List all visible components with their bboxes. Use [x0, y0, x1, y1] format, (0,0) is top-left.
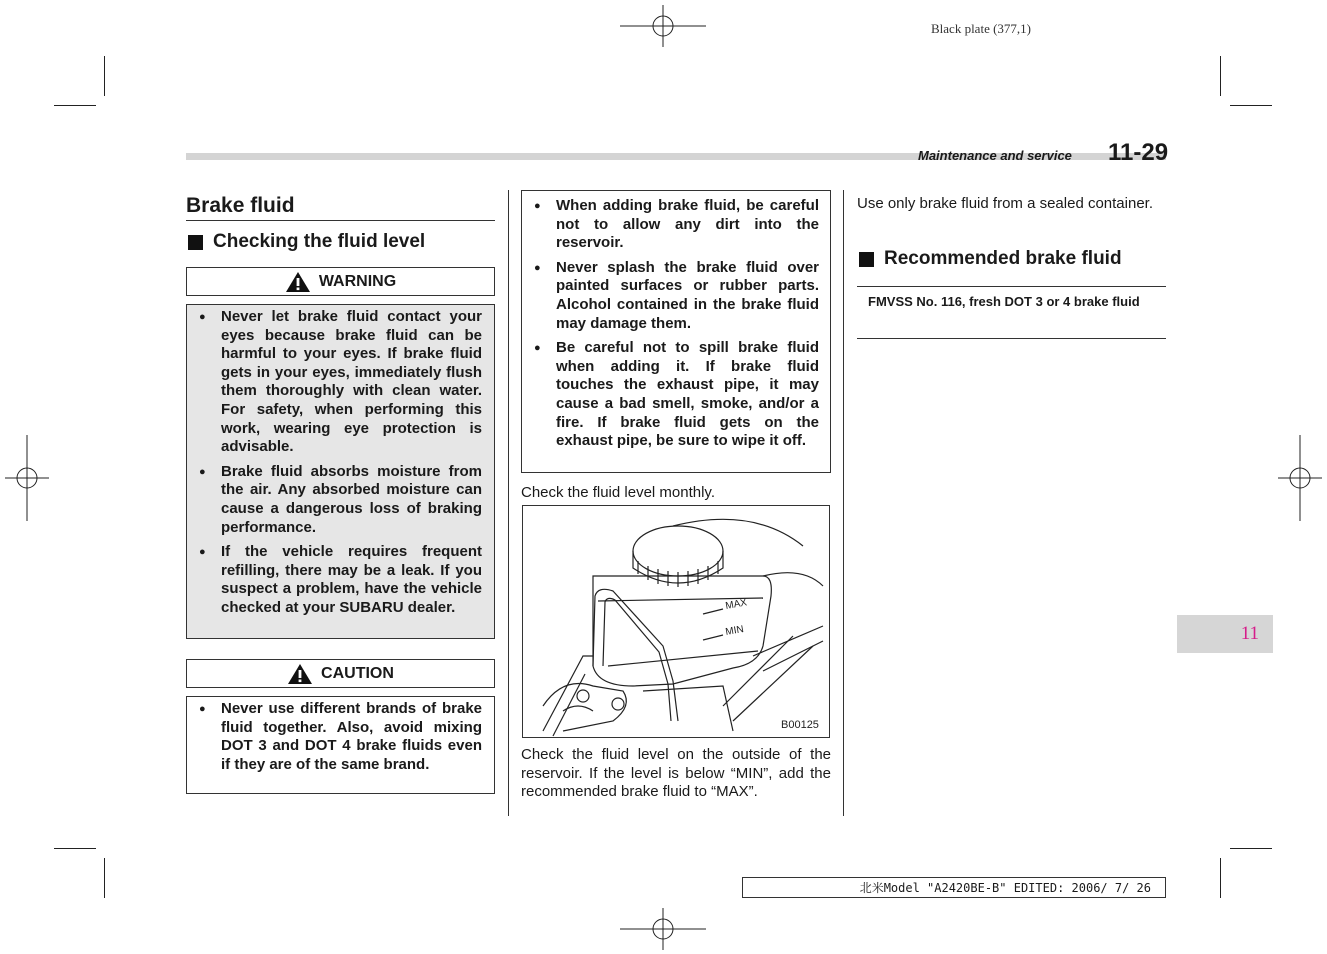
page-title: Brake fluid — [186, 194, 295, 217]
caution-header — [186, 659, 495, 688]
subsection-title: Checking the fluid level — [213, 231, 426, 252]
warning-header — [186, 267, 495, 296]
square-bullet-icon — [188, 235, 203, 250]
warning-item: ● When adding brake fluid, be careful not to allow any dirt into the reservoir. — [531, 197, 819, 253]
warning-triangle-icon — [285, 271, 311, 293]
check-monthly-text: Check the fluid level monthly. — [521, 484, 715, 501]
max-label: MAX — [724, 597, 748, 612]
caution-item: ● Never use different brands of brake fluid together. Also, avoid mixing DOT 3 and DOT 4 brake fluids even if they are of the same brand. — [196, 700, 482, 774]
footer-edit-info: 北米Model "A2420BE-B" EDITED: 2006/ 7/ 26 — [742, 877, 1166, 898]
page-number: 11-29 — [1108, 139, 1169, 166]
reservoir-figure — [522, 505, 830, 738]
brake-reservoir-illustration — [523, 506, 829, 737]
subsection-heading — [188, 231, 425, 253]
figure-code: B00125 — [781, 719, 819, 731]
caution-triangle-icon — [287, 663, 313, 685]
warning-label: WARNING — [318, 272, 397, 290]
chapter-number: 11 — [1240, 623, 1259, 644]
warning-item: ● Never let brake fluid contact your eyes because brake fluid can be harmful to your eyes. If brake fluid gets in your eyes, immediately flush them thoroughly with clean water. For safety, when performing this work, wearing eye protection is advisable. — [196, 308, 482, 457]
square-bullet-icon — [859, 252, 874, 267]
warning-item: ● If the vehicle requires frequent refilling, there may be a leak. If you suspect a problem, have the vehicle checked at your SUBARU dealer. — [196, 543, 482, 617]
caution-box — [186, 696, 495, 794]
warning-box-continued — [521, 190, 831, 473]
column-divider-left — [508, 190, 509, 816]
fluid-instructions: Check the fluid level on the outside of the reservoir. If the level is below “MIN”, add the recommended brake fluid to “MAX”. — [521, 746, 831, 801]
registration-mark-left — [5, 435, 49, 521]
registration-mark-top — [620, 5, 706, 47]
sealed-container-text: Use only brake fluid from a sealed container. — [857, 195, 1153, 212]
plate-info: Black plate (377,1) — [931, 21, 1031, 36]
recommended-title: Recommended brake fluid — [884, 248, 1122, 269]
chapter-tab — [1177, 615, 1273, 653]
title-rule — [186, 220, 495, 221]
warning-item: ● Never splash the brake fluid over painted surfaces or rubber parts. Alcohol contained in the brake fluid may damage them. — [531, 259, 819, 333]
recommended-fluid-spec: FMVSS No. 116, fresh DOT 3 or 4 brake fluid — [857, 286, 1166, 339]
section-name: Maintenance and service — [918, 148, 1072, 163]
warning-item: ● Be careful not to spill brake fluid when adding it. If brake fluid touches the exhaust pipe, it may cause a bad smell, smoke, and/or a fire. If brake fluid gets on the exhaust pipe, be sure to wipe it off. — [531, 339, 819, 451]
warning-box — [186, 304, 495, 639]
warning-item: ● Brake fluid absorbs moisture from the air. Any absorbed moisture can cause a dangerous loss of braking performance. — [196, 463, 482, 537]
caution-label: CAUTION — [321, 664, 394, 682]
min-label: MIN — [724, 623, 745, 638]
column-divider-right — [843, 190, 844, 816]
recommended-heading — [859, 248, 1122, 270]
registration-mark-right — [1278, 435, 1322, 521]
registration-mark-bottom — [620, 908, 706, 950]
